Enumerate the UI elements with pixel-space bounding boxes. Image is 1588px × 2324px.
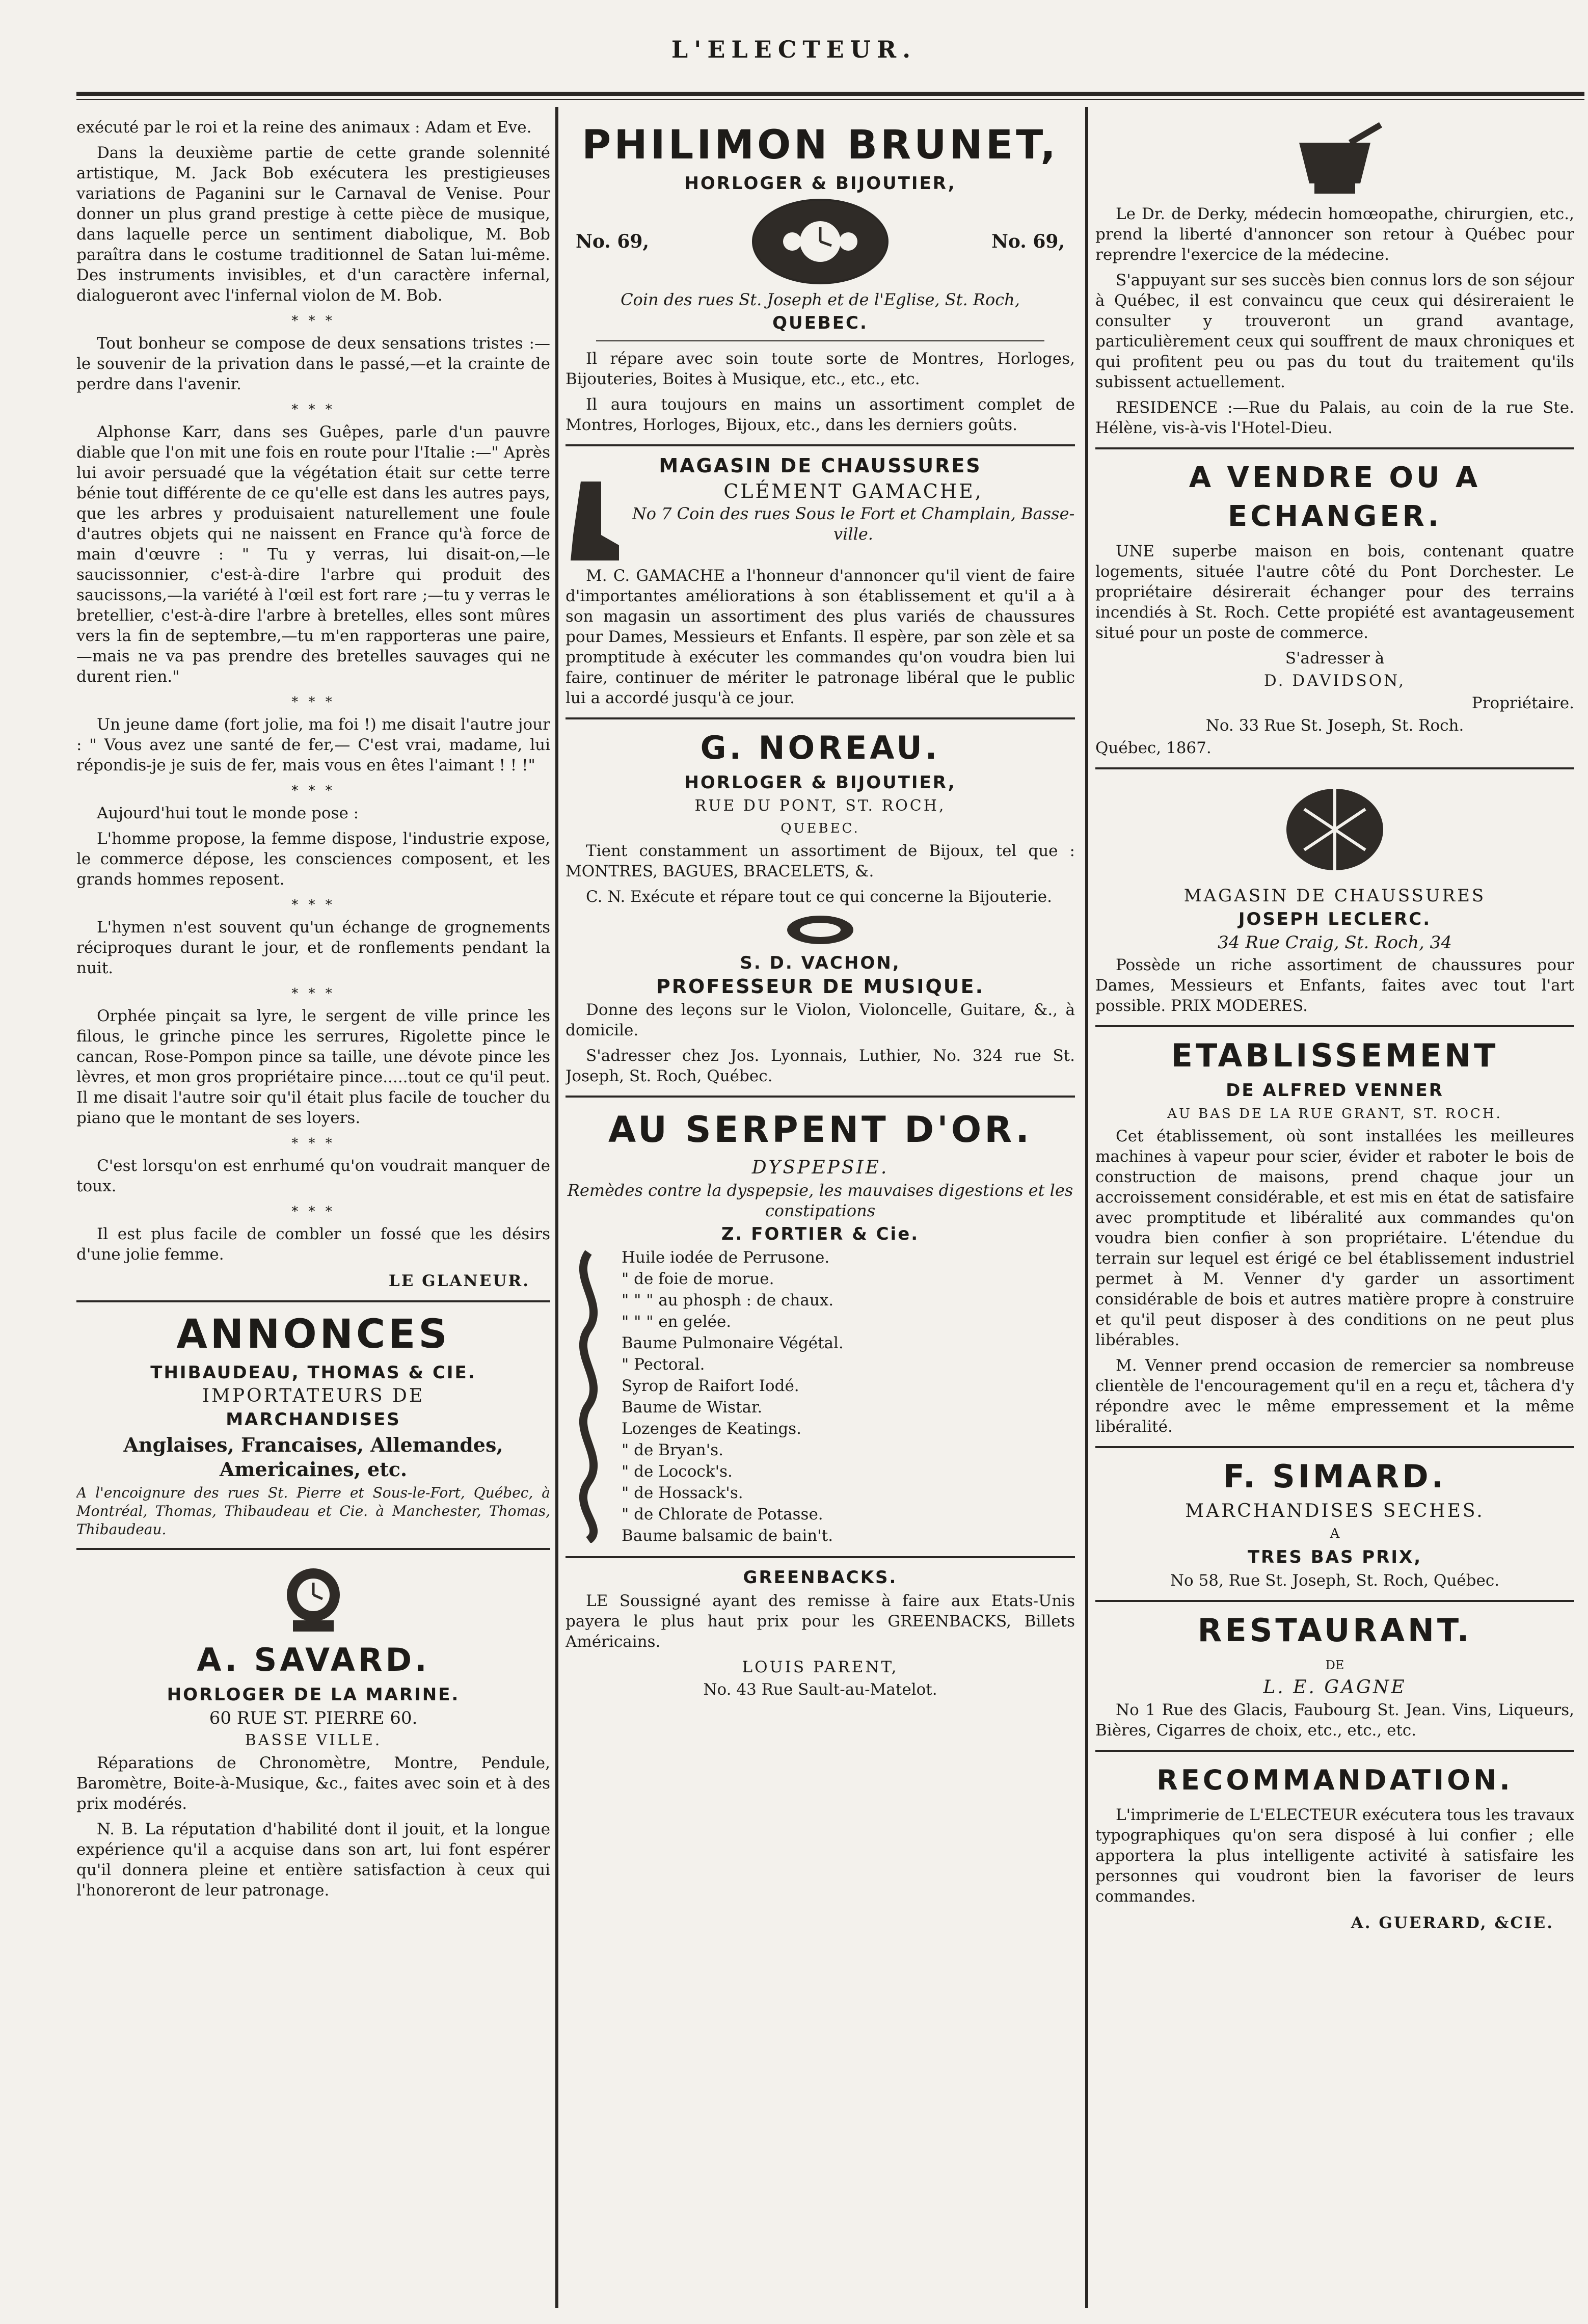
- paragraph: Il est plus facile de combler un fossé que les désirs d'une jolie femme.: [76, 1225, 550, 1264]
- savard-title: A. SAVARD.: [197, 1641, 430, 1678]
- thibaudeau-sub2: MARCHANDISES: [226, 1409, 401, 1430]
- restaurant-name: L. E. GAGNE: [1263, 1677, 1407, 1698]
- column-1: [76, 117, 550, 2308]
- gamache-name: CLÉMENT GAMACHE,: [723, 480, 983, 502]
- recommandation-signature: A. GUERARD, &CIE.: [1351, 1914, 1554, 1932]
- remedes-line: Remèdes contre la dyspepsie, les mauvaises digestions et les constipations: [567, 1181, 1073, 1220]
- serpent-title: AU SERPENT D'OR.: [608, 1109, 1033, 1151]
- gamache-address: No 7 Coin des rues Sous le Fort et Champlain, Basse-ville.: [632, 504, 1075, 544]
- column-divider-2: [1085, 107, 1088, 2308]
- stars-separator: * * *: [291, 1204, 335, 1219]
- brunet-no-right: No. 69,: [991, 231, 1065, 252]
- paragraph: C'est lorsqu'on est enrhumé qu'on voudrait manquer de toux.: [76, 1157, 550, 1195]
- remedy-item: " " " en gelée.: [622, 1313, 732, 1331]
- brunet-no-left: No. 69,: [576, 231, 649, 252]
- top-rule-thin: [76, 99, 1584, 100]
- brunet-sub: HORLOGER & BIJOUTIER,: [684, 173, 956, 194]
- stars-separator: * * *: [291, 313, 335, 329]
- divider: [1095, 447, 1574, 449]
- thibaudeau-title: THIBAUDEAU, THOMAS & CIE.: [150, 1363, 476, 1383]
- vendre-adresser: S'adresser à: [1285, 649, 1385, 667]
- snake-icon: [566, 1247, 611, 1543]
- decor-image: [566, 912, 1075, 948]
- recommandation-title: RECOMMANDATION.: [1156, 1764, 1513, 1796]
- divider: [1095, 767, 1574, 769]
- paragraph: LE Soussigné ayant des remisse à faire aux Etats-Unis payera le plus haut prix pour les GREENBACKS, Billets Américains.: [566, 1592, 1075, 1651]
- paragraph: Réparations de Chronomètre, Montre, Pendule, Baromètre, Boite-à-Musique, &c., faites avec soin et à des prix modérés.: [76, 1754, 550, 1813]
- paragraph: Tout bonheur se compose de deux sensations tristes :—le souvenir de la privation dans le passé,—et la crainte de perdre dans l'avenir.: [76, 334, 550, 393]
- paragraph: Un jeune dame (fort jolie, ma foi !) me disait l'autre jour : " Vous avez une santé de fer,— C'est vrai, madame, lui répondis-je je suis de fer, mais vous en êtes l'aimant ! ! !": [76, 715, 550, 774]
- divider: [566, 717, 1075, 719]
- brunet-corner: Coin des rues St. Joseph et de l'Eglise, St. Roch,: [621, 290, 1020, 309]
- remedy-item: Baume balsamic de bain't.: [622, 1527, 833, 1545]
- paragraph: Alphonse Karr, dans ses Guêpes, parle d'un pauvre diable que l'on mit une fois en route pour l'Italie :—" Après lui avoir persuadé que la végétation était sur cette terre bénie tout différente de ce qu'elle est dans les autres pays, que les arbres y produisaient naturellement une foule d'autres objets qui ne naissent en France qu'à force de main d'œuvre : " Tu y verras, lui disait-on,—le saucissonnier, c'est-à-dire l'arbre qui produit des saucissons,—la variété à l'œil est fort rare ;—tu y verras le bretellier, c'est-à-dire l'arbre à bretelles, elles sont mûres vers la fin de septembre,—tu m'en rapporteras une paire,—mais ne va pas prendre des bretelles sauvages qui ne durent rien.": [76, 423, 550, 686]
- savard-address: 60 RUE ST. PIERRE 60.: [209, 1708, 418, 1728]
- stars-separator: * * *: [291, 986, 335, 1001]
- vendre-address: No. 33 Rue St. Joseph, St. Roch.: [1205, 716, 1464, 735]
- noreau-address: RUE DU PONT, ST. ROCH,: [694, 797, 946, 815]
- divider: [596, 340, 1044, 341]
- stars-separator: * * *: [291, 402, 335, 417]
- savard-sub: HORLOGER DE LA MARINE.: [167, 1685, 460, 1705]
- greenbacks-signature: LOUIS PARENT,: [742, 1658, 899, 1676]
- remedy-item: " de Hossack's.: [622, 1484, 743, 1502]
- brunet-title: PHILIMON BRUNET,: [582, 122, 1059, 168]
- thibaudeau-sub: IMPORTATEURS DE: [202, 1385, 425, 1406]
- paragraph: N. B. La réputation d'habilité dont il jouit, et la longue expérience qu'il a acquise dans son art, lui font espérer qu'il donnera pleine et entière satisfaction à ceux qui l'honoreront de leur patronage.: [76, 1820, 550, 1900]
- vachon-name: S. D. VACHON,: [740, 953, 901, 973]
- leclerc-address: 34 Rue Craig, St. Roch, 34: [1218, 932, 1452, 953]
- simard-sub: MARCHANDISES SECHES.: [1185, 1501, 1485, 1521]
- remedy-item: Baume Pulmonaire Végétal.: [622, 1334, 844, 1352]
- brunet-number-row: [576, 199, 1065, 284]
- noreau-sub: HORLOGER & BIJOUTIER,: [684, 772, 956, 793]
- paragraph: UNE superbe maison en bois, contenant quatre logements, située l'autre côté du Pont Dorchester. Le propriétaire désirerait échanger pour des terrains incendiés à St. Roch. Cette propiété est avantageusement situé pour un poste de commerce.: [1095, 542, 1574, 642]
- leclerc-name: JOSEPH LECLERC.: [1238, 909, 1432, 929]
- column-2: [566, 117, 1075, 2308]
- remedy-item: " Pectoral.: [622, 1355, 705, 1374]
- gamache-header: [566, 479, 1075, 566]
- boot-icon: [566, 479, 622, 566]
- paragraph: M. Venner prend occasion de remercier sa nombreuse clientèle de l'encouragement qu'il en a reçu et, tâchera d'y répondre avec le même empressement et la même libéralité.: [1095, 1356, 1574, 1436]
- paragraph: Il aura toujours en mains un assortiment complet de Montres, Horloges, Bijoux, etc., dans les derniers goûts.: [566, 395, 1075, 434]
- paragraph: No 1 Rue des Glacis, Faubourg St. Jean. Vins, Liqueurs, Bières, Cigarres de choix, etc., etc., etc.: [1095, 1701, 1574, 1740]
- remedies-block: [566, 1247, 1075, 1547]
- greenbacks-address: No. 43 Rue Sault-au-Matelot.: [703, 1680, 937, 1699]
- remedy-item: Huile iodée de Perrusone.: [622, 1248, 830, 1267]
- paragraph: RESIDENCE :—Rue du Palais, au coin de la rue Ste. Hélène, vis-à-vis l'Hotel-Dieu.: [1095, 398, 1574, 437]
- column-3: [1095, 117, 1574, 2308]
- brunet-city: QUEBEC.: [772, 313, 868, 333]
- vachon-title: PROFESSEUR DE MUSIQUE.: [656, 975, 985, 998]
- remedy-item: " de foie de morue.: [622, 1270, 774, 1288]
- divider: [76, 1548, 550, 1550]
- paragraph: Tient constamment un assortiment de Bijoux, tel que : MONTRES, BAGUES, BRACELETS, &.: [566, 842, 1075, 880]
- divider: [1095, 1025, 1574, 1027]
- restaurant-title: RESTAURANT.: [1197, 1612, 1472, 1649]
- divider: [566, 444, 1075, 446]
- greenbacks-title: GREENBACKS.: [743, 1567, 898, 1588]
- divider: [1095, 1446, 1574, 1448]
- paragraph: L'homme propose, la femme dispose, l'industrie expose, le commerce dépose, les consciences composent, et les grands hommes reposent.: [76, 830, 550, 889]
- remedies-list: [622, 1247, 1075, 1547]
- restaurant-de: DE: [1325, 1658, 1344, 1672]
- stars-separator: * * *: [291, 897, 335, 913]
- vendre-name: D. DAVIDSON,: [1263, 672, 1406, 690]
- paragraph: Donne des leçons sur le Violon, Violoncelle, Guitare, &., à domicile.: [566, 1001, 1075, 1039]
- noreau-city: QUEBEC.: [780, 821, 860, 836]
- paragraph: M. C. GAMACHE a l'honneur d'annoncer qu'il vient de faire d'importantes améliorations à son établissement et qu'il a à son magasin un assortiment des plus variés de chaussures pour Dames, Messieurs et Enfants. Il espère, par son zèle et sa promptitude à exécuter les commandes qu'on voudra bien lui faire, continuer de mériter le patronage libéral que le public lui a accordé jusqu'à ce jour.: [566, 567, 1075, 707]
- shoes-image: [1095, 779, 1574, 880]
- ship-clock-image: [76, 1559, 550, 1636]
- paragraph: Cet établissement, où sont installées les meilleures machines à vapeur pour scier, évider et raboter le bois de construction de maisons, prend chaque jour un accroissement considérable, et est mis en état de satisfaire avec promptitude et libéralité aux commandes qu'on voudra bien confier à son propriétaire. L'étendue du terrain sur lequel est érigé ce bel établissement industriel permet à M. Venner d'y garder un assortiment considérable de bois et autres matière propre à construire et qu'il peut disposer à des conditions on ne peut plus libérables.: [1095, 1127, 1574, 1349]
- paragraph: Orphée pinçait sa lyre, le sergent de ville prince les filous, le grinche pince les serrures, Rigolette pince le cancan, Rose-Pompon pince sa taille, une dévote pince les lèvres, et mon gros propriétaire pince.....tout ce qu'il peut. Il me disait l'autre soir qu'il était plus facile de toucher du piano que le montant de ses loyers.: [76, 1007, 550, 1127]
- etablissement-address: AU BAS DE LA RUE GRANT, ST. ROCH.: [1167, 1106, 1502, 1121]
- thibaudeau-line: Anglaises, Francaises, Allemandes, Americaines, etc.: [123, 1433, 503, 1481]
- fortier-name: Z. FORTIER & Cie.: [721, 1224, 920, 1244]
- simard-address: No 58, Rue St. Joseph, St. Roch, Québec.: [1170, 1571, 1500, 1590]
- remedy-item: Syrop de Raifort Iodé.: [622, 1377, 799, 1395]
- paragraph: L'imprimerie de L'ELECTEUR exécutera tous les travaux typographiques qu'on sera disposé à lui confier ; elle apportera la plus intelligente activité à satisfaire les personnes qui voudront bien la favoriser de leurs commandes.: [1095, 1806, 1574, 1906]
- noreau-title: G. NOREAU.: [700, 729, 940, 766]
- chaussures-title: MAGASIN DE CHAUSSURES: [659, 455, 982, 477]
- vendre-role: Propriétaire.: [1471, 694, 1574, 712]
- etablissement-sub: DE ALFRED VENNER: [1226, 1080, 1444, 1101]
- shoes-bundle-icon: [1274, 779, 1396, 880]
- column-divider-1: [555, 107, 558, 2308]
- signature: LE GLANEUR.: [388, 1272, 530, 1290]
- mortar-image: [1095, 122, 1574, 199]
- remedy-item: Baume de Wistar.: [622, 1398, 763, 1417]
- divider: [566, 1556, 1075, 1558]
- divider: [566, 1096, 1075, 1098]
- clock-icon: [752, 199, 889, 284]
- simard-title: F. SIMARD.: [1223, 1458, 1447, 1495]
- leclerc-title: MAGASIN DE CHAUSSURES: [1183, 886, 1486, 906]
- mortar-icon: [1279, 122, 1391, 199]
- paragraph: C. N. Exécute et répare tout ce qui concerne la Bijouterie.: [586, 888, 1052, 906]
- top-rule: [76, 92, 1584, 96]
- annonces-heading: ANNONCES: [176, 1312, 450, 1357]
- paragraph: Il répare avec soin toute sorte de Montres, Horloges, Bijouteries, Boites à Musique, etc., etc., etc.: [566, 350, 1075, 388]
- paragraph: L'hymen n'est souvent qu'un échange de grognements réciproques durant le jour, et de ronflements pendant la nuit.: [76, 918, 550, 977]
- stars-separator: * * *: [291, 783, 335, 798]
- ship-clock-icon: [273, 1559, 354, 1636]
- divider: [1095, 1750, 1574, 1752]
- paragraph: Dans la deuxième partie de cette grande solennité artistique, M. Jack Bob exécutera les prestigieuses variations de Paganini sur le Carnaval de Venise. Pour donner un plus grand prestige à cette pièce de musique, dans laquelle perce un sentiment diabolique, M. Bob paraîtra dans le costume traditionnel de Satan lui-même. Des instruments invisibles, et d'un caractère infernal, dialogueront avec l'infernal violon de M. Bob.: [76, 144, 550, 305]
- remedy-item: " de Chlorate de Potasse.: [622, 1505, 823, 1524]
- stars-separator: * * *: [291, 1136, 335, 1151]
- etablissement-title: ETABLISSEMENT: [1171, 1037, 1499, 1074]
- remedy-item: Lozenges de Keatings.: [622, 1420, 801, 1438]
- simard-prix: TRES BAS PRIX,: [1247, 1547, 1422, 1567]
- remedy-item: " " " au phosph : de chaux.: [622, 1291, 834, 1310]
- remedy-item: " de Locock's.: [622, 1462, 733, 1481]
- divider: [1095, 1600, 1574, 1602]
- vendre-date: Québec, 1867.: [1095, 739, 1212, 757]
- remedy-item: " de Bryan's.: [622, 1441, 724, 1459]
- vendre-title: A VENDRE OU A ECHANGER.: [1189, 461, 1481, 533]
- stars-separator: * * *: [291, 694, 335, 710]
- paragraph: Le Dr. de Derky, médecin homœopathe, chirurgien, etc., prend la liberté d'annoncer son retour à Québec pour reprendre l'exercice de la médecine.: [1095, 205, 1574, 264]
- paragraph: exécuté par le roi et la reine des animaux : Adam et Eve.: [76, 118, 532, 137]
- savard-ville: BASSE VILLE.: [245, 1731, 382, 1749]
- dyspepsie-title: DYSPEPSIE.: [751, 1157, 889, 1178]
- paragraph: S'adresser chez Jos. Lyonnais, Luthier, No. 324 rue St. Joseph, St. Roch, Québec.: [566, 1047, 1075, 1085]
- thibaudeau-address: A l'encoignure des rues St. Pierre et Sous-le-Fort, Québec, à Montréal, Thomas, Thibaudeau et Cie. à Manchester, Thomas, Thibaudeau.: [76, 1484, 550, 1538]
- paragraph: S'appuyant sur ses succès bien connus lors de son séjour à Québec, il est convaincu que ceux qui désireraient le consulter y trouveront un grand avantage, particulièrement ceux qui souffrent de maux chroniques et qui profitent peu ou pas du tout du traitement qu'ils subissent actuellement.: [1095, 271, 1574, 391]
- simard-a: A: [1330, 1526, 1340, 1541]
- paragraph: Aujourd'hui tout le monde pose :: [97, 804, 359, 822]
- decor-ornament-icon: [782, 912, 858, 948]
- masthead: L'ELECTEUR.: [671, 36, 917, 63]
- paragraph: Possède un riche assortiment de chaussures pour Dames, Messieurs et Enfants, faites avec tout l'art possible. PRIX MODERES.: [1095, 956, 1574, 1015]
- divider: [76, 1300, 550, 1302]
